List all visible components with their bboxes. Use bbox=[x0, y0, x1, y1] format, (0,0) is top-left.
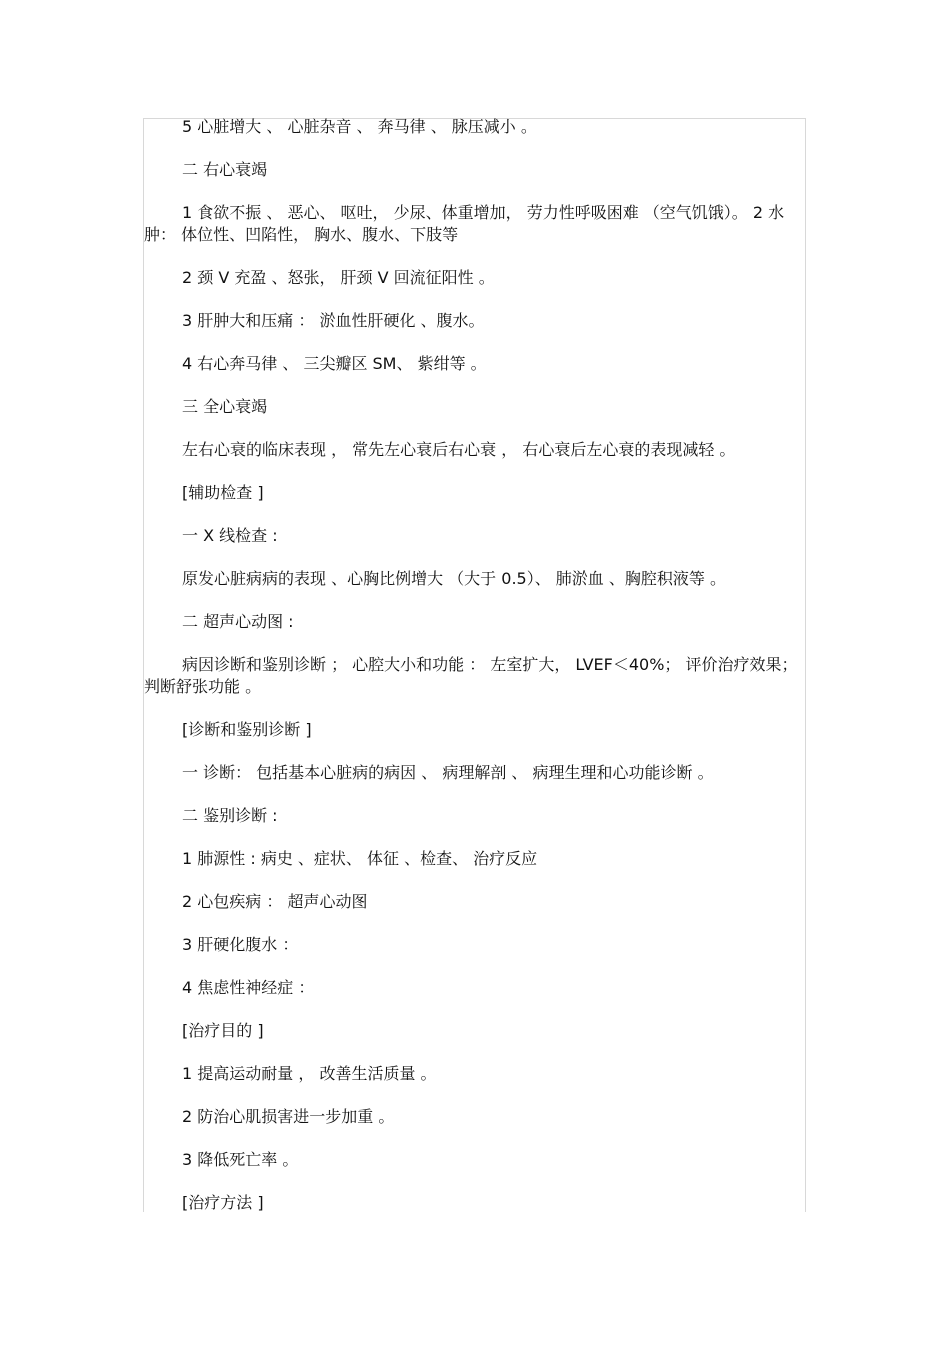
paragraph-differential-1: 1 肺源性 : 病史 、症状、 体征 、检查、 治疗反应 bbox=[182, 849, 538, 868]
paragraph-goal-3: 3 降低死亡率 。 bbox=[182, 1150, 299, 1169]
paragraph-right-hf-item-1: 1 食欲不振 、 恶心、 呕吐， 少尿、体重增加， 劳力性呼吸困难 （空气饥饿）。 2 水肿： 体位性、凹陷性， 胸水、腹水、下肢等 bbox=[144, 203, 785, 244]
section-heading-treatment-goal: [治疗目的 ] bbox=[182, 1021, 264, 1040]
paragraph-differential-2: 2 心包疾病 ： 超声心动图 bbox=[182, 892, 368, 911]
paragraph-diagnosis: 一 诊断： 包括基本心脏病的病因 、 病理解剖 、 病理生理和心功能诊断 。 bbox=[182, 763, 714, 782]
section-heading-auxiliary-exam: [辅助检查 ] bbox=[182, 483, 264, 502]
paragraph-xray: 原发心脏病病的表现 、心胸比例增大 （大于 0.5）、 肺淤血 、胸腔积液等 。 bbox=[182, 569, 726, 588]
paragraph-right-hf-item-2: 2 颈 V 充盈 、怒张， 肝颈 V 回流征阳性 。 bbox=[182, 268, 495, 287]
section-heading-treatment-method: [治疗方法 ] bbox=[182, 1193, 264, 1212]
heading-right-heart-failure: 二 右心衰竭 bbox=[182, 160, 268, 179]
paragraph-differential-3: 3 肝硬化腹水 ： bbox=[182, 935, 299, 954]
paragraph-echo: 病因诊断和鉴别诊断 ； 心腔大小和功能 ： 左室扩大， LVEF＜40%； 评价治疗效果； 判断舒张功能 。 bbox=[144, 655, 798, 696]
heading-xray: 一 X 线检查 : bbox=[182, 526, 278, 545]
document-body bbox=[144, 116, 812, 1235]
paragraph-right-hf-item-4: 4 右心奔马律 、 三尖瓣区 SM、 紫绀等 。 bbox=[182, 354, 487, 373]
heading-differential: 二 鉴别诊断 : bbox=[182, 806, 278, 825]
paragraph-differential-4: 4 焦虑性神经症 ： bbox=[182, 978, 315, 997]
paragraph-right-hf-item-3: 3 肝肿大和压痛 ： 淤血性肝硬化 、腹水。 bbox=[182, 311, 485, 330]
paragraph-goal-2: 2 防治心肌损害进一步加重 。 bbox=[182, 1107, 395, 1126]
section-heading-diagnosis: [诊断和鉴别诊断 ] bbox=[182, 720, 312, 739]
paragraph-goal-1: 1 提高运动耐量 ， 改善生活质量 。 bbox=[182, 1064, 437, 1083]
heading-echo: 二 超声心动图 : bbox=[182, 612, 294, 631]
paragraph-total-hf: 左右心衰的临床表现 ， 常先左心衰后右心衰 ， 右心衰后左心衰的表现减轻 。 bbox=[182, 440, 736, 459]
heading-total-heart-failure: 三 全心衰竭 bbox=[182, 397, 268, 416]
paragraph-signs-item-5: 5 心脏增大 、 心脏杂音 、 奔马律 、 脉压减小 。 bbox=[182, 117, 537, 136]
